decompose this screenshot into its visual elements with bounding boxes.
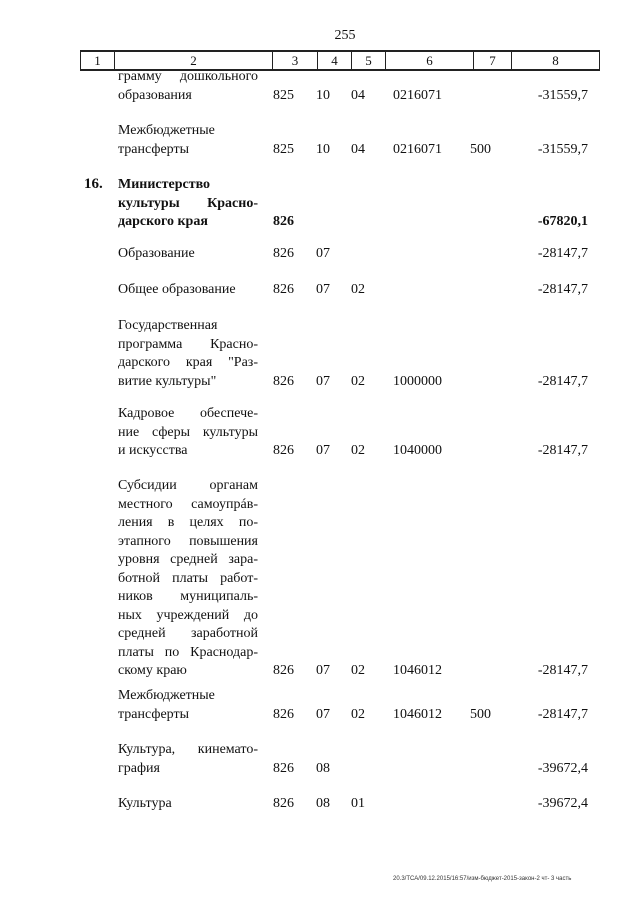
description-line: ние сферы культуры xyxy=(118,424,258,440)
row-description xyxy=(118,795,258,814)
cell-c4: 10 xyxy=(316,141,330,157)
description-line: этапного повышения xyxy=(118,533,258,549)
cell-c4: 07 xyxy=(316,282,330,297)
col-header-1: 1 xyxy=(81,51,115,70)
cell-c5: 02 xyxy=(351,663,365,678)
description-line: витие культуры" xyxy=(118,373,217,389)
row-description xyxy=(118,245,258,264)
cell-c4: 07 xyxy=(316,373,330,389)
row-description xyxy=(118,317,258,391)
description-line: платы по Краснодар- xyxy=(118,644,258,660)
description-line: Министерство xyxy=(118,177,211,192)
cell-c8: -28147,7 xyxy=(537,373,588,389)
description-line: ников муниципаль- xyxy=(118,589,258,604)
row-description xyxy=(118,741,258,778)
cell-c4: 07 xyxy=(316,443,330,458)
description-line: и искусства xyxy=(118,443,188,458)
description-line: Межбюджетные xyxy=(118,123,215,138)
cell-c3: 826 xyxy=(273,214,294,229)
cell-c7: 500 xyxy=(470,706,491,722)
col-header-7: 7 xyxy=(474,51,512,70)
cell-c8: -39672,4 xyxy=(537,796,588,811)
description-line: грамму дошкольного xyxy=(118,69,258,84)
cell-c8: -31559,7 xyxy=(537,141,588,157)
cell-c3: 826 xyxy=(273,706,294,722)
description-line: ботной платы работ- xyxy=(118,570,258,586)
cell-c3: 825 xyxy=(273,141,294,157)
cell-c3: 826 xyxy=(273,760,294,776)
row-description xyxy=(118,281,258,300)
cell-c8: -28147,7 xyxy=(537,706,588,722)
cell-c6: 0216071 xyxy=(393,141,442,157)
cell-c3: 826 xyxy=(273,663,294,678)
cell-c8: -28147,7 xyxy=(537,663,588,678)
col-header-2: 2 xyxy=(115,51,273,70)
cell-c4: 08 xyxy=(316,760,330,776)
col-header-8: 8 xyxy=(512,51,600,70)
cell-c4: 07 xyxy=(316,663,330,678)
cell-c6: 1040000 xyxy=(393,443,442,458)
description-line: Культура xyxy=(118,796,172,811)
description-line: уровня средней зара- xyxy=(118,552,258,567)
cell-c6: 1046012 xyxy=(393,663,442,678)
cell-c8: -28147,7 xyxy=(537,246,588,261)
footer-code: 20.3/ТСА/09.12.2015/16:57/изм-бюджет-2015-закон-2 чт- 3 часть xyxy=(393,876,572,882)
description-line: ления в целях по- xyxy=(118,515,258,530)
row-description xyxy=(118,477,258,681)
description-line: дарского края "Раз- xyxy=(118,355,258,370)
cell-c3: 826 xyxy=(273,246,294,261)
description-line: Культура, кинемато- xyxy=(118,742,258,757)
page-number: 255 xyxy=(334,28,356,43)
col-header-5: 5 xyxy=(352,51,386,70)
cell-c5: 04 xyxy=(351,87,365,103)
cell-c3: 826 xyxy=(273,373,294,389)
description-line: Межбюджетные xyxy=(118,688,215,703)
cell-c4: 08 xyxy=(316,796,330,811)
row-description xyxy=(118,68,258,105)
cell-c3: 826 xyxy=(273,796,294,811)
description-line: образования xyxy=(118,87,192,103)
cell-c3: 826 xyxy=(273,282,294,297)
cell-c6: 1000000 xyxy=(393,373,442,389)
description-line: трансферты xyxy=(118,706,190,722)
description-line: Кадровое обеспече- xyxy=(118,406,258,421)
cell-c8: -28147,7 xyxy=(537,443,588,458)
row-description xyxy=(118,687,258,724)
cell-c4: 10 xyxy=(316,87,330,103)
cell-c7: 500 xyxy=(470,141,491,157)
cell-c3: 826 xyxy=(273,443,294,458)
cell-c8: -67820,1 xyxy=(537,214,588,229)
description-line: культуры Красно- xyxy=(118,195,258,211)
description-line: средней заработной xyxy=(118,626,258,641)
description-line: дарского края xyxy=(118,214,208,229)
cell-c5: 01 xyxy=(351,796,365,811)
cell-c6: 1046012 xyxy=(393,706,442,722)
col-header-6: 6 xyxy=(386,51,474,70)
cell-c5: 02 xyxy=(351,373,365,389)
cell-c4: 07 xyxy=(316,246,330,261)
description-line: Субсидии органам xyxy=(118,478,258,493)
cell-c6: 0216071 xyxy=(393,87,442,103)
description-line: программа Красно- xyxy=(118,336,258,352)
col-header-4: 4 xyxy=(318,51,352,70)
cell-c4: 07 xyxy=(316,706,330,722)
description-line: скому краю xyxy=(118,663,187,678)
description-line: местного самоупрáв- xyxy=(118,496,258,512)
cell-c5: 04 xyxy=(351,141,365,157)
row-description xyxy=(118,122,258,159)
description-line: Государственная xyxy=(118,318,218,333)
row-description xyxy=(118,405,258,461)
cell-c5: 02 xyxy=(351,282,365,297)
cell-c8: -39672,4 xyxy=(537,760,588,776)
cell-c5: 02 xyxy=(351,706,365,722)
cell-c5: 02 xyxy=(351,443,365,458)
cell-c8: -31559,7 xyxy=(537,87,588,103)
cell-c8: -28147,7 xyxy=(537,282,588,297)
description-line: Общее образование xyxy=(118,282,236,297)
description-line: ных учреждений до xyxy=(118,607,258,623)
row-description xyxy=(118,176,258,232)
row-number: 16. xyxy=(84,176,103,192)
col-header-3: 3 xyxy=(273,51,318,70)
cell-c3: 825 xyxy=(273,87,294,103)
description-line: трансферты xyxy=(118,141,190,157)
description-line: графия xyxy=(118,760,160,776)
description-line: Образование xyxy=(118,246,195,261)
